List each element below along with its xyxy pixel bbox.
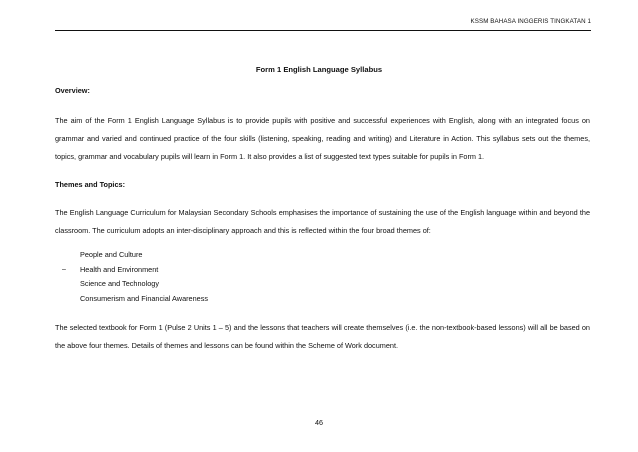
themes-intro-paragraph: The English Language Curriculum for Malaysian Secondary Schools emphasises the importance of sustaining the use of the English language within and beyond the classroom. The curriculum adopts an inter-disciplinary approach and this is reflected within the four broad themes of: xyxy=(55,208,590,235)
themes-list xyxy=(55,248,590,307)
page-number: 46 xyxy=(315,418,323,427)
theme-item xyxy=(62,263,590,278)
closing-paragraph: The selected textbook for Form 1 (Pulse 2 Units 1 – 5) and the lessons that teachers will create themselves (i.e. the non-textbook-based lessons) will all be based on the above four themes. Details of themes and lessons can be found within the Scheme of Work document. xyxy=(55,322,590,350)
header-rule xyxy=(55,30,591,31)
document-body xyxy=(55,82,590,355)
theme-label: Health and Environment xyxy=(80,264,159,274)
theme-label: People and Culture xyxy=(80,250,143,259)
theme-item xyxy=(80,277,590,292)
theme-item xyxy=(80,248,590,263)
document-title: Form 1 English Language Syllabus xyxy=(255,65,383,74)
overview-paragraph: The aim of the Form 1 English Language Syllabus is to provide pupils with positive and successful experiences with English, along with an integrated focus on grammar and varied and continued practice of the four skills (listening, speaking, reading and writing) and Literature in Action. This syllabus sets out the themes, topics, grammar and vocabulary pupils will learn in Form 1. It also provides a list of suggested text types suitable for pupils in Form 1. xyxy=(55,116,590,161)
overview-heading: Overview: xyxy=(55,86,90,95)
theme-label: Consumerism and Financial Awareness xyxy=(80,294,209,304)
theme-item xyxy=(80,292,590,307)
themes-heading: Themes and Topics: xyxy=(55,180,126,189)
dash-bullet-icon: – xyxy=(62,265,66,273)
running-head: KSSM BAHASA INGGERIS TINGKATAN 1 xyxy=(470,18,591,25)
theme-label: Science and Technology xyxy=(80,279,159,289)
